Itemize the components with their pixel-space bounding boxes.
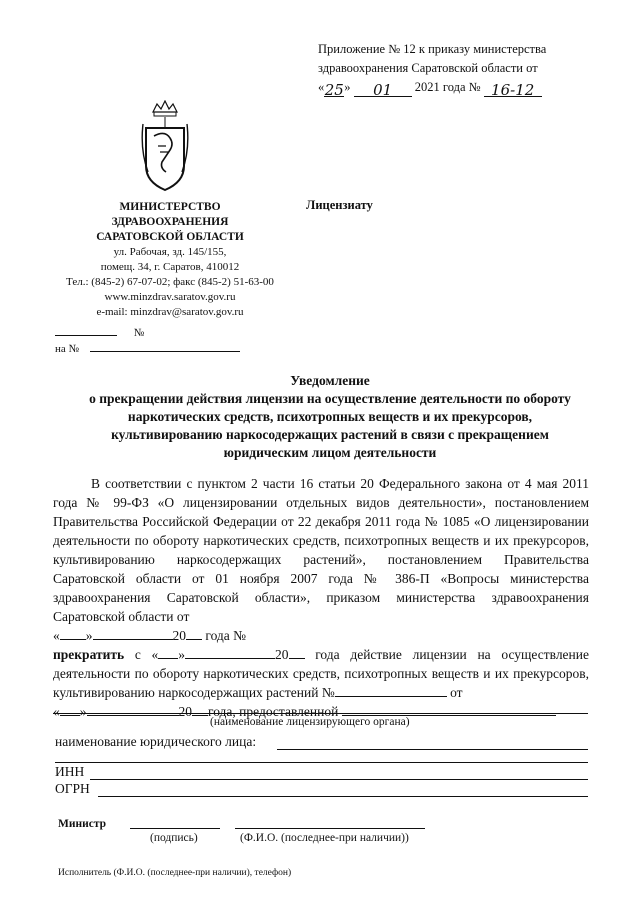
date-quote-open: « [53,628,60,643]
licensing-body-line[interactable] [53,713,588,714]
minister-label: Министр [58,818,107,830]
legal-entity-label: наименование юридического лица: [55,734,257,749]
outgoing-number-line [55,322,144,339]
stop-day-field[interactable] [158,645,178,659]
reference-label: на № [55,343,80,355]
title-line-1: о прекращении действия лицензии на осуществление деятельности по обороту [89,391,571,406]
outgoing-number-sign: № [133,327,145,339]
fio-field[interactable] [235,828,425,829]
stop-century: 20 [275,647,289,662]
ministry-address-2: помещ. 34, г. Саратов, 410012 [100,261,240,273]
license-from-word: от [450,685,463,700]
order-month-field[interactable] [93,626,173,640]
annex-year-text: 2021 года № [414,80,481,94]
ministry-name-2: ЗДРАВООХРАНЕНИЯ [111,216,229,228]
annex-quote-close: » [344,80,351,94]
title-heading: Уведомление [290,373,370,388]
stop-quote-close: » [178,647,186,662]
ministry-address-1: ул. Рабочая, зд. 145/155, [113,246,227,258]
annex-line-2: здравоохранения Саратовской области от [318,61,538,75]
signature-field[interactable] [130,828,220,829]
annex-month: 01 [354,81,412,97]
order-date-line [53,626,589,645]
stop-rest-text: года действие лицензии на осуществление деятельности по обороту наркотических средств, психотропных веществ и их прекурсоров, культивированию наркосодержащих растений № [53,647,589,700]
notice-title [40,372,620,462]
ogrn-field[interactable] [98,796,588,797]
executor-label: Исполнитель (Ф.И.О. (последнее-при наличии), телефон) [58,868,292,878]
license-century: 20 [178,704,192,719]
annex-line-1: Приложение № 12 к приказу министерства [318,42,547,56]
license-quote-close: » [79,704,87,719]
signature-caption: (подпись) [150,832,198,844]
stop-paragraph [53,645,589,702]
order-year-word: года № [205,628,247,643]
issued-text: года, предоставленной [208,704,339,719]
stop-bold-word: прекратить [53,647,125,662]
ministry-email: e-mail: minzdrav@saratov.gov.ru [96,306,244,318]
body-paragraph-1: В соответствии с пунктом 2 части 16 статьи 20 Федерального закона от 4 мая 2011 года № 99-ФЗ «О лицензировании отдельных видов деятельности», постановлением Правительства Российской Федерации от 22 декабря 2011 года № 1085 «О лицензировании деятельности по обороту наркотических средств, психотропных веществ и их прекурсоров, культивированию наркосодержащих растений», постановлением Правительства Саратовской области от 01 ноября 2007 года № 386-П «Вопросы министерства здравоохранения Саратовской области», приказом министерства здравоохранения Саратовской области от [53,476,589,624]
annex-quote-open: « [318,80,325,94]
legal-entity-field[interactable] [277,749,588,750]
stop-year-field[interactable] [289,645,305,659]
order-year-field[interactable] [186,626,202,640]
stop-from: с « [134,647,159,662]
ministry-website: www.minzdrav.saratov.gov.ru [104,291,236,303]
date-quote-close: » [85,628,93,643]
stop-month-field[interactable] [185,645,275,659]
outgoing-date-field[interactable] [55,322,117,336]
ministry-name-3: САРАТОВСКОЙ ОБЛАСТИ [96,231,244,243]
license-number-field[interactable] [335,683,447,697]
order-century: 20 [172,628,186,643]
legal-entity-field-2[interactable] [55,762,588,763]
annex-date-line [318,78,580,97]
notice-body [53,474,589,721]
inn-label: ИНН [55,764,85,779]
annex-block [318,40,580,97]
fio-caption: (Ф.И.О. (последнее-при наличии)) [240,832,409,844]
licensee-label: Лицензиату [306,198,373,212]
coat-of-arms-icon [140,100,190,192]
title-line-3: культивированию наркосодержащих растений в связи с прекращением [111,427,549,442]
inn-field[interactable] [90,779,588,780]
ministry-name-1: МИНИСТЕРСТВО [119,201,221,213]
reference-number-field[interactable] [90,338,240,352]
ministry-block [55,200,285,320]
order-day-field[interactable] [60,626,86,640]
reference-number-line [55,338,240,355]
annex-order-number: 16-12 [484,81,542,97]
ministry-phone: Тел.: (845-2) 67-07-02; факс (845-2) 51-63-00 [66,276,274,288]
ogrn-label: ОГРН [55,781,90,796]
annex-day: 25 [324,81,344,99]
licensing-body-caption: (наименование лицензирующего органа) [210,716,410,728]
license-quote-open: « [53,704,60,719]
title-line-4: юридическим лицом деятельности [223,445,437,460]
title-line-2: наркотических средств, психотропных веществ и их прекурсоров, [127,409,533,424]
